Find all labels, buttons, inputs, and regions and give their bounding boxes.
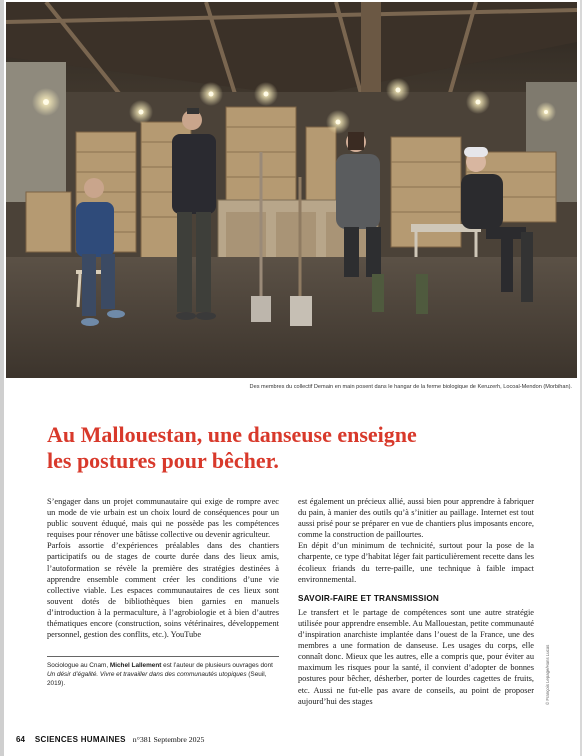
section-subhead: SAVOIR-FAIRE ET TRANSMISSION [298,593,440,603]
headline-line-1: Au Mallouestan, une danseuse enseigne [47,422,417,447]
photo-credit: © François Lepage/Hans Lucas [545,644,550,705]
magazine-name: SCIENCES HUMAINES [34,735,126,744]
photo-caption: Des membres du collectif Demain en main posent dans le hangar de la ferme biologique de Keruzerh, Locoal-Mendon (Morbihan). [249,384,572,390]
bio-divider [47,656,279,657]
barn-scene-illustration [6,2,577,378]
body-paragraph: S’engager dans un projet communautaire qui exige de rompre avec un mode de vie urbain est un choix lourd de conséquences pour un public souvent éduqué, mais qui ne possède pas les compétences requises pour rénover une bâtisse collective ou devenir agriculteur. [47,497,279,540]
article-photo [6,2,577,378]
right-column [298,496,534,707]
headline-line-2: les postures pour bêcher. [47,448,279,473]
page-number: 64 [16,735,25,744]
body-paragraph: Parfois assortie d’expériences préalables dans des chantiers participatifs ou de stages de courte durée dans des lieux amis, l’autoformation se révèle la première des stratégies destinées à apprendre ensemble comment créer les conditions d’une vie collective viable. Les espaces communautaires de ces lieux sont souvent dotés de bibliothèques bien garnies en manuels d’introduction à la permaculture, à l’agrobiologie et à bien d’autres thématiques encore (construction, soins vétérinaires, développement personnel, gestion des conflits, etc.). YouTube [47,541,279,640]
author-bio [47,661,279,688]
body-paragraph: est également un précieux allié, aussi bien pour apprendre à fabriquer du pain, à manier des outils qu’à s’initier au paillage. Internet est tout aussi prisé pour se préparer en vue de chantiers plus imposants encore, comme la construction de paillourtes. [298,497,534,540]
bio-suffix: (Seuil, 2019). [47,671,267,687]
bio-book-title: Un désir d’égalité. Vivre et travailler dans des communautés utopiques [47,671,247,678]
left-column [47,496,279,640]
page-footer [16,735,556,744]
bio-middle: est l’auteur de plusieurs ouvrages dont [161,662,273,669]
page-binding-edge [0,0,4,756]
body-paragraph: Le transfert et le partage de compétences sont une autre stratégie utilisée pour apprendre ensemble. Au Mallouestan, petite communauté d’inspiration anarchiste implantée dans l’ouest de la France, une des membres a une formation de danseuse. Les usages du corps, elle connaît donc. Mieux que les autres, elle a compris que, pour éviter au maximum les risques pour la santé, il convient d’adopter de bonnes postures pour bêcher, désherber, porter de lourdes cagettes de fruits, etc. Aussi ne fut-elle pas avare de conseils, au point de proposer aujourd’hui des stages [298,607,534,706]
body-paragraph: En dépit d’un minimum de technicité, surtout pour la pose de la charpente, ce type d’habitat léger fait particulièrement recette dans les écolieux friands du terre-paille, une technique à faible impact environnemental. [298,541,534,584]
article-headline [47,422,527,474]
issue-info: n°381 Septembre 2025 [132,735,205,744]
bio-author: Michel Lallement [109,662,162,669]
bio-prefix: Sociologue au Cnam, [47,662,110,669]
